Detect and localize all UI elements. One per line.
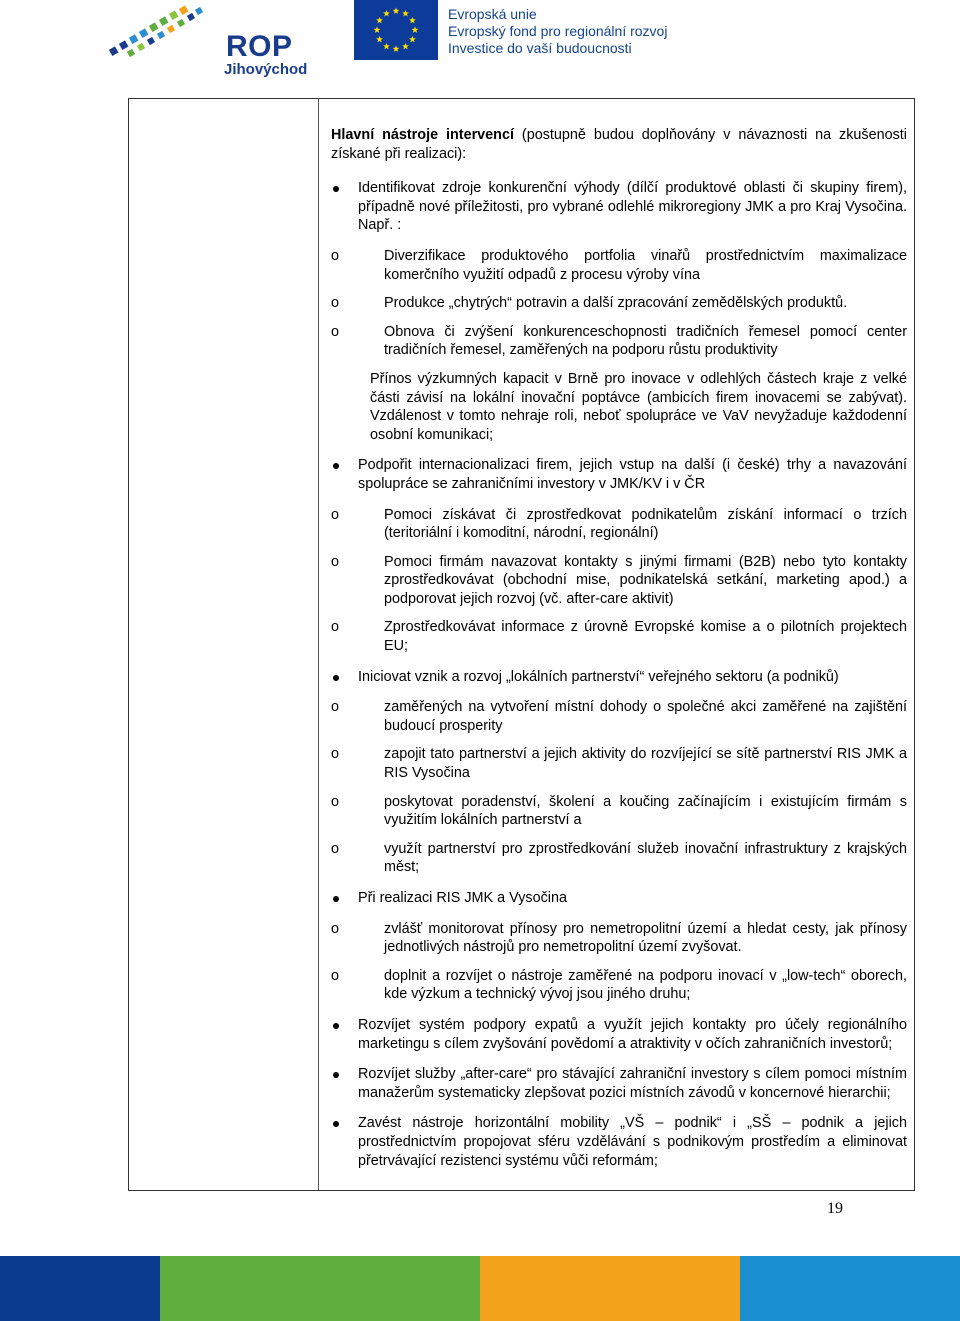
bullet-item bbox=[331, 889, 907, 1004]
page-number: 19 bbox=[827, 1200, 843, 1217]
eu-star-icon bbox=[409, 36, 416, 43]
circle-bullet-icon: o bbox=[331, 295, 340, 312]
footer-segment-blue bbox=[0, 1256, 160, 1321]
sub-list-item bbox=[331, 294, 907, 313]
sub-list-item bbox=[331, 840, 907, 877]
circle-bullet-icon: o bbox=[331, 746, 340, 763]
circle-bullet-icon: o bbox=[331, 793, 340, 810]
intro-text: (postupně budou doplňovány v návaznosti na zkušenosti získané při realizaci): bbox=[331, 127, 907, 162]
circle-bullet-icon: o bbox=[331, 619, 340, 636]
sub-item-text: Zprostředkovávat informace z úrovně Evropské komise a o pilotních projektech EU; bbox=[384, 619, 907, 655]
bullet-dot-icon bbox=[333, 1121, 339, 1127]
sub-list-item bbox=[331, 745, 907, 782]
eu-line-fund: Evropský fond pro regionální rozvoj bbox=[448, 23, 668, 39]
circle-bullet-icon: o bbox=[331, 323, 340, 340]
intro-heading: Hlavní nástroje intervencí bbox=[331, 127, 514, 143]
bullet-text: Rozvíjet služby „after-care“ pro stávající zahraniční investory s cílem pomoci místním manažerům systematicky zlepšovat pozici místních závodů v koncernové hierarchii; bbox=[358, 1066, 907, 1101]
circle-bullet-icon: o bbox=[331, 506, 340, 523]
sub-item-text: Pomoci získávat či zprostředkovat podnikatelům získání informací o trzích (teritoriální i komoditní, národní, regionální) bbox=[384, 506, 907, 542]
bullet-text: Rozvíjet systém podpory expatů a využít jejich kontakty pro účely regionálního marketingu s cílem zvyšování povědomí a atraktivity v očích zahraničních investorů; bbox=[358, 1016, 907, 1052]
bullet-dot-icon bbox=[333, 1023, 339, 1029]
eu-star-icon bbox=[409, 17, 416, 24]
eu-line-investment: Investice do vaší budoucnosti bbox=[448, 40, 632, 56]
sub-list-item bbox=[331, 247, 907, 284]
bullet-dot-icon bbox=[333, 186, 339, 192]
circle-bullet-icon: o bbox=[331, 840, 340, 857]
eu-star-icon bbox=[393, 7, 400, 14]
sub-list bbox=[331, 247, 907, 360]
bullet-item bbox=[331, 179, 907, 444]
rop-logo-name: ROP bbox=[226, 30, 293, 63]
bullet-dot-icon bbox=[333, 463, 339, 469]
sub-list-item bbox=[331, 698, 907, 735]
sub-item-text: poskytovat poradenství, školení a koučing začínajícím i existujícím firmám s využitím lokálních partnerství a bbox=[384, 793, 907, 829]
bullet-dot-icon bbox=[333, 896, 339, 902]
bullet-item bbox=[331, 668, 907, 877]
sub-list bbox=[331, 506, 907, 656]
bullet-text: Zavést nástroje horizontální mobility „VŠ – podnik“ i „SŠ – podnik a jejich prostřednictvím propojovat sféru vzdělávání s podnikovým prostředím a eliminovat přetrvávající rezistenci systému vůči reformám; bbox=[358, 1115, 907, 1169]
bullet-item bbox=[331, 456, 907, 655]
footer-color-bar bbox=[0, 1256, 960, 1321]
bullet-item bbox=[331, 1016, 907, 1053]
rop-logo bbox=[108, 0, 318, 82]
table-column-divider bbox=[318, 99, 319, 1190]
sub-item-text: zvlášť monitorovat přínosy pro nemetropolitní území a hledat cesty, jak přínosy jednotlivých nástrojů pro nemetropolitní území zvyšovat. bbox=[384, 920, 907, 956]
sub-list-item bbox=[331, 920, 907, 957]
circle-bullet-icon: o bbox=[331, 247, 340, 264]
circle-bullet-icon: o bbox=[331, 553, 340, 570]
sub-list-item bbox=[331, 618, 907, 655]
sub-item-text: doplnit a rozvíjet o nástroje zaměřené na podporu inovací v „low-tech“ oborech, kde výzkum a technický vývoj jsou jiného druhu; bbox=[384, 967, 907, 1003]
footer-segment-orange bbox=[480, 1256, 740, 1321]
eu-star-icon bbox=[383, 10, 390, 17]
bullet-text: Iniciovat vznik a rozvoj „lokálních partnerství“ veřejného sektoru (a podniků) bbox=[358, 668, 839, 685]
sub-item-text: Produkce „chytrých“ potravin a další zpracování zemědělských produktů. bbox=[384, 295, 848, 312]
circle-bullet-icon: o bbox=[331, 967, 340, 984]
sub-item-text: Diverzifikace produktového portfolia vinařů prostřednictvím maximalizace komerčního využití odpadů z procesu výroby vína bbox=[384, 247, 907, 283]
footer-segment-green bbox=[160, 1256, 480, 1321]
sub-list-item bbox=[331, 793, 907, 830]
eu-line-union: Evropská unie bbox=[448, 6, 537, 22]
sub-item-text: využít partnerství pro zprostředkování služeb inovační infrastruktury z krajských měst; bbox=[384, 840, 907, 876]
sub-item-text: zapojit tato partnerství a jejich aktivity do rozvíjející se sítě partnerství RIS JMK a RIS Vysočina bbox=[384, 746, 907, 782]
eu-star-icon bbox=[402, 10, 409, 17]
bullet-text: Podpořit internacionalizaci firem, jejich vstup na další (i české) trhy a navazování spolupráce se zahraničními investory v JMK/KV i v ČR bbox=[358, 457, 907, 492]
sub-list-item bbox=[331, 323, 907, 360]
eu-star-icon bbox=[376, 17, 383, 24]
footer-segment-lightblue bbox=[740, 1256, 960, 1321]
bullet-text: Identifikovat zdroje konkurenční výhody (dílčí produktové oblasti či skupiny firem), případně nové příležitosti, pro vybrané odlehlé mikroregiony JMK a pro Kraj Vysočina. Např. : bbox=[358, 180, 907, 234]
sub-list bbox=[331, 920, 907, 1004]
section-note: Přínos výzkumných kapacit v Brně pro inovace v odlehlých částech kraje z velké části závisí na lokální inovační poptávce (ambicích firem inovacemi se zabývat). Vzdálenost v tomto nehraje roli, neboť spolupráce ve VaV nevyžaduje každodenní osobní komunikaci; bbox=[370, 370, 907, 443]
sub-list-item bbox=[331, 506, 907, 543]
sub-item-text: zaměřených na vytvoření místní dohody o společné akci zaměřené na zajištění budoucí prosperity bbox=[384, 699, 907, 734]
bullet-dot-icon bbox=[333, 675, 339, 681]
bullet-dot-icon bbox=[333, 1072, 339, 1078]
sub-list bbox=[331, 698, 907, 877]
section-list bbox=[331, 179, 907, 1170]
eu-star-icon bbox=[383, 43, 390, 50]
rop-logo-mark-icon bbox=[108, 4, 224, 64]
eu-star-icon bbox=[393, 45, 400, 52]
eu-flag-icon bbox=[354, 0, 438, 60]
bullet-item bbox=[331, 1065, 907, 1102]
bullet-text: Při realizaci RIS JMK a Vysočina bbox=[358, 890, 567, 906]
sub-item-text: Obnova či zvýšení konkurenceschopnosti tradičních řemesel pomocí center tradičních řemesel, zaměřených na podporu růstu produktivity bbox=[384, 323, 907, 359]
eu-star-icon bbox=[412, 26, 419, 33]
sub-list-item bbox=[331, 553, 907, 609]
eu-funding-text bbox=[448, 6, 667, 57]
sub-list-item bbox=[331, 967, 907, 1004]
circle-bullet-icon: o bbox=[331, 699, 340, 716]
eu-star-icon bbox=[376, 36, 383, 43]
rop-logo-region: Jihovýchod bbox=[224, 61, 308, 78]
intro-paragraph bbox=[331, 126, 907, 163]
bullet-item bbox=[331, 1114, 907, 1170]
document-body bbox=[331, 126, 907, 1182]
sub-item-text: Pomoci firmám navazovat kontakty s jinými firmami (B2B) nebo tyto kontakty zprostředkovávat (obchodní mise, podnikatelská setkání, marketing apod.) a podporovat jejich rozvoj (vč. after-care aktivit) bbox=[384, 553, 907, 607]
circle-bullet-icon: o bbox=[331, 920, 340, 937]
eu-star-icon bbox=[402, 43, 409, 50]
eu-star-icon bbox=[374, 26, 381, 33]
